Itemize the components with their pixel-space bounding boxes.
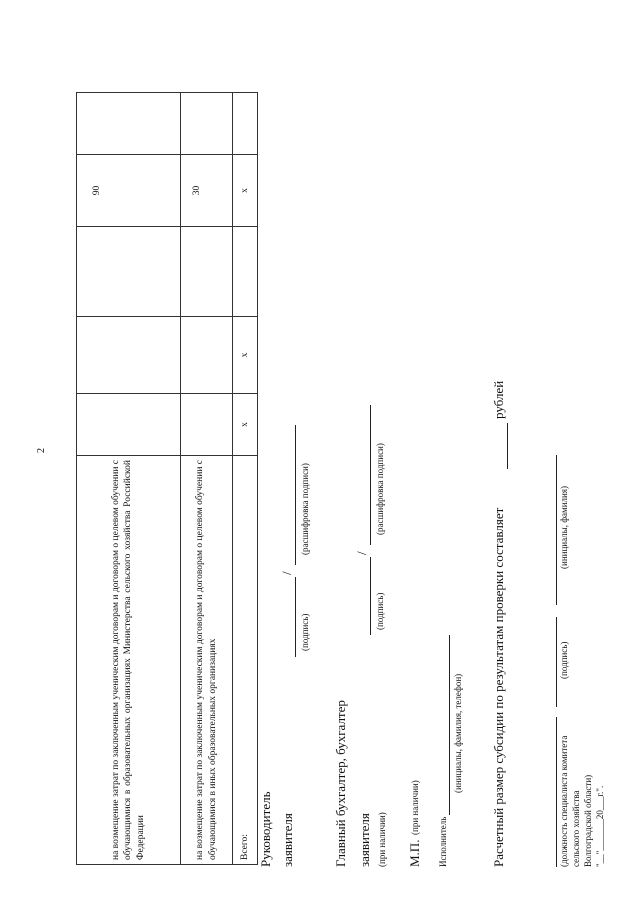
table-cell	[181, 394, 233, 456]
head-label-applicant: заявителя	[280, 813, 295, 867]
footer-signature-line	[556, 617, 557, 707]
table-row	[233, 93, 258, 865]
table-cell	[77, 317, 181, 394]
head-decode-caption: (расшифровка подписи)	[300, 463, 310, 555]
head-decode-line	[295, 425, 296, 565]
accountant-signature-line	[370, 557, 371, 635]
row-description: Всего:	[233, 456, 258, 865]
head-label: Руководитель	[258, 791, 273, 867]
table-cell	[233, 93, 258, 155]
table-cell	[181, 317, 233, 394]
table-cell	[77, 227, 181, 317]
seal-if-any: (при наличии)	[410, 780, 420, 835]
table-cell	[77, 93, 181, 155]
position-line-2: сельского хозяйства	[571, 790, 581, 867]
accountant-if-any: (при наличии)	[377, 812, 387, 867]
position-line-1: (должность специалиста комитета	[559, 735, 569, 867]
subsidy-table	[76, 92, 258, 865]
position-line	[556, 717, 557, 867]
accountant-signature-caption: (подпись)	[375, 592, 385, 630]
executor-line	[449, 635, 450, 815]
position-line-3: Волгоградской области)	[583, 774, 593, 867]
seal-label: М.П.	[407, 839, 422, 867]
date-line: "__"_______20___г.".	[595, 785, 605, 867]
footer-name-caption: (инициалы, фамилия)	[559, 486, 569, 569]
table-row	[181, 93, 233, 865]
table-cell: 30	[181, 155, 233, 227]
table-cell: х	[233, 155, 258, 227]
row-description: на возмещение затрат по заключенным ученическим договорам и договорам о целевом обучении с обучающимися в иных образовательных организациях	[181, 456, 233, 865]
calc-text: Расчетный размер субсидии по результатам проверки составляет	[491, 507, 506, 867]
slash-separator: /	[279, 571, 294, 575]
head-signature-line	[295, 577, 296, 657]
table-cell	[181, 227, 233, 317]
table-cell: 90	[77, 155, 181, 227]
table-cell	[233, 227, 258, 317]
footer-name-line	[556, 455, 557, 605]
slash-separator: /	[354, 551, 369, 555]
accountant-decode-caption: (расшифровка подписи)	[375, 443, 385, 535]
table-cell	[77, 394, 181, 456]
executor-label: Исполнитель	[438, 816, 448, 867]
executor-caption: (инициалы, фамилия, телефон)	[453, 673, 463, 793]
footer-signature-caption: (подпись)	[559, 641, 569, 679]
accountant-label: Главный бухгалтер, бухгалтер	[333, 700, 348, 867]
accountant-decode-line	[370, 405, 371, 545]
calc-amount-line	[507, 423, 508, 469]
table-cell: х	[233, 317, 258, 394]
accountant-label-applicant: заявителя	[357, 813, 372, 867]
head-signature-caption: (подпись)	[300, 613, 310, 651]
page-number: 2	[36, 448, 47, 453]
table-row	[77, 93, 181, 865]
calc-unit: рублей	[491, 380, 506, 419]
row-description: на возмещение затрат по заключенным ученическим договорам и договорам о целевом обучении с обучающимися в образовательных организациях Министерства сельского хозяйства Российской Федерации	[77, 456, 181, 865]
table-cell	[181, 93, 233, 155]
table-cell: х	[233, 394, 258, 456]
